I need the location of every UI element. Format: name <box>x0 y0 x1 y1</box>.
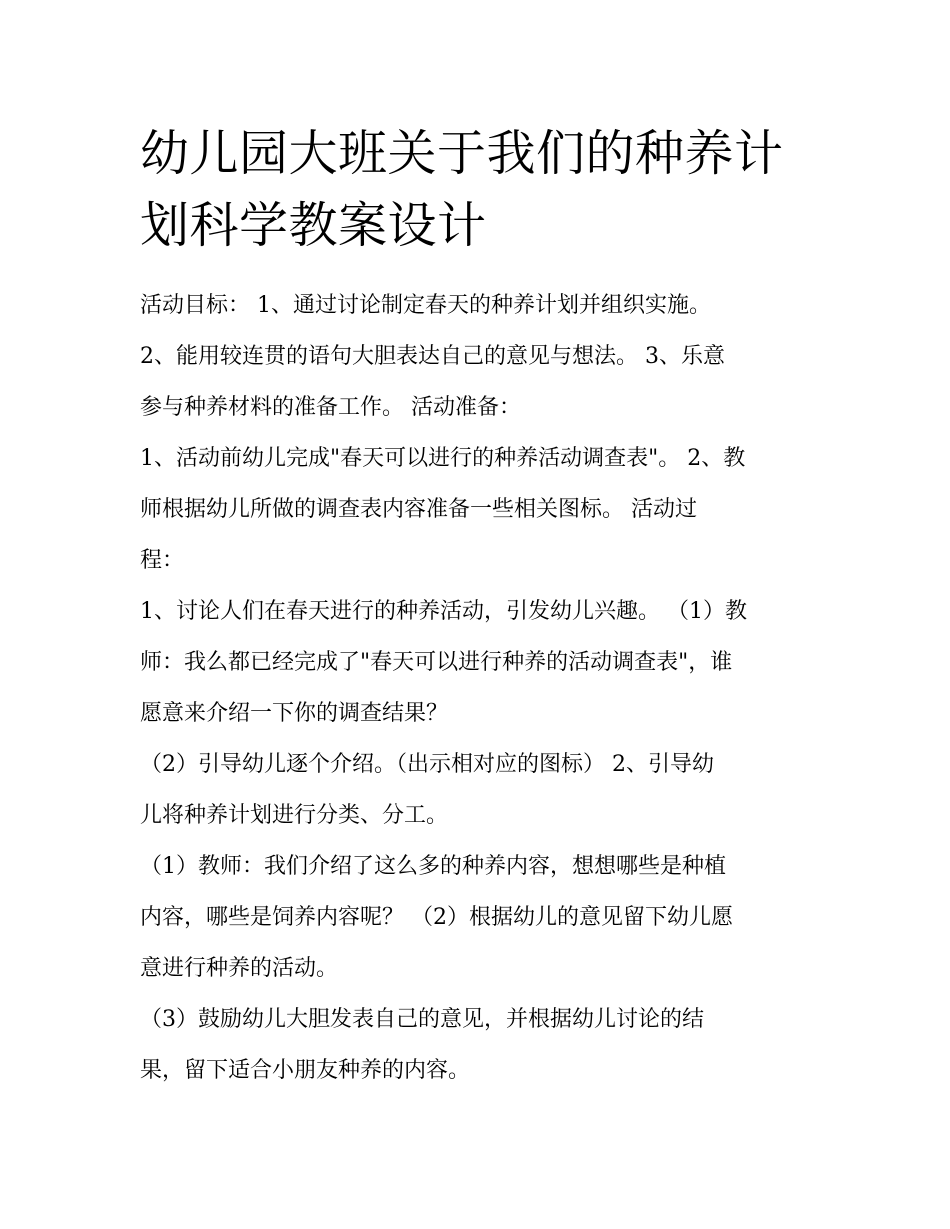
title-line: 幼儿园大班关于我们的种养计 <box>140 125 784 182</box>
document-title <box>140 118 810 262</box>
body-line: （1）教师：我们介绍了这么多的种养内容，想想哪些是种植 <box>140 854 726 879</box>
body-line: 师根据幼儿所做的调查表内容准备一些相关图标。 活动过 <box>140 497 697 522</box>
body-line: 1、讨论人们在春天进行的种养活动，引发幼儿兴趣。 （1）教 <box>140 599 747 624</box>
body-line: 活动目标： 1、通过讨论制定春天的种养计划并组织实施。 <box>140 293 711 318</box>
body-line: 1、活动前幼儿完成"春天可以进行的种养活动调查表"。 2、教 <box>140 446 746 471</box>
body-line: （2）引导幼儿逐个介绍。（出示相对应的图标） 2、引导幼 <box>140 752 714 777</box>
title-line: 划科学教案设计 <box>140 197 487 254</box>
body-line: 2、能用较连贯的语句大胆表达自己的意见与想法。 3、乐意 <box>140 344 725 369</box>
body-line: 意进行种养的活动。 <box>140 956 339 981</box>
body-line: （3）鼓励幼儿大胆发表自己的意见，并根据幼儿讨论的结 <box>140 1007 704 1032</box>
body-line: 果，留下适合小朋友种养的内容。 <box>140 1058 471 1083</box>
body-line: 愿意来介绍一下你的调查结果？ <box>140 701 449 726</box>
body-line: 参与种养材料的准备工作。 活动准备： <box>140 395 521 420</box>
document-body <box>140 280 840 1096</box>
body-line: 师：我么都已经完成了"春天可以进行种养的活动调查表"，谁 <box>140 650 733 675</box>
body-line: 儿将种养计划进行分类、分工。 <box>140 803 449 828</box>
body-line: 内容，哪些是饲养内容呢？ （2）根据幼儿的意见留下幼儿愿 <box>140 905 733 930</box>
body-line: 程： <box>140 548 185 573</box>
